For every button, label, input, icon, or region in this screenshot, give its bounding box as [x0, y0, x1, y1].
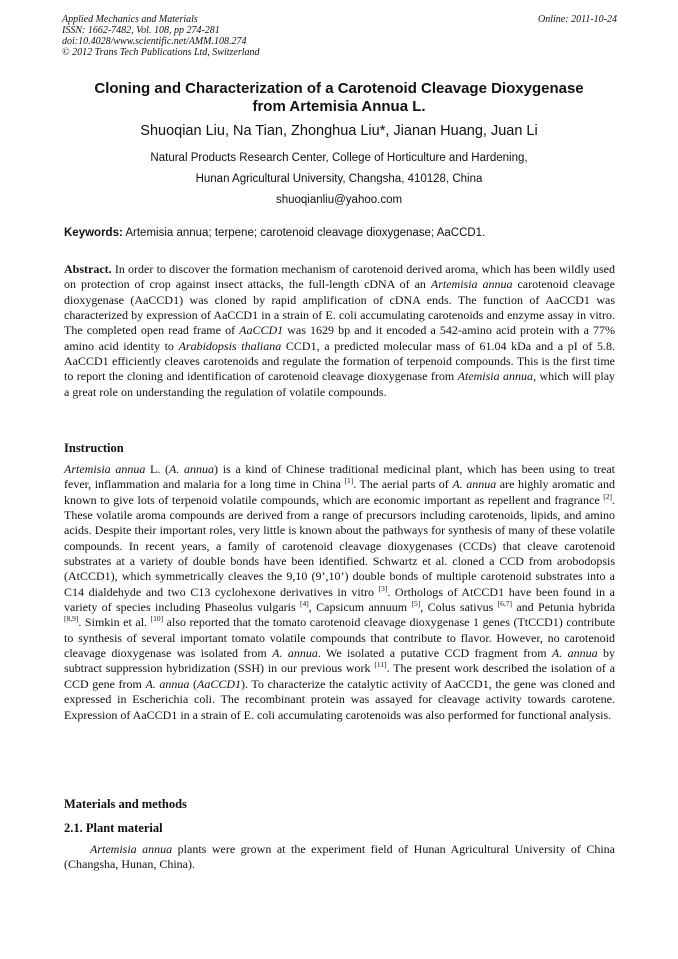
citation-ref: [11]: [374, 660, 387, 670]
journal-name: Applied Mechanics and Materials: [62, 14, 198, 25]
online-date: Online: 2011-10-24: [538, 14, 617, 25]
abstract-text: carotenoid cleavage dioxygenase (AaCCD1) was cloned by rapid amplification of cDNA ends. The function of AaCCD1 was characterized by expression of AaCCD1 in a strain of E. coli accumulating carotenoids and enzyme assay in vitro. The completed open read frame of: [64, 277, 615, 338]
instruction-paragraph: [64, 462, 615, 723]
intro-italic: AaCCD1: [197, 676, 242, 691]
intro-italic: A. annua: [452, 477, 497, 492]
citation-ref: [8,9]: [64, 614, 79, 624]
abstract-italic: Artemisia annua: [430, 277, 513, 292]
methods-text: plants were grown at the experiment field of Hunan Agricultural University of China (Changsha, Hunan, China).: [64, 842, 615, 872]
intro-text: . The present work described the isolation of a CCD gene from: [64, 661, 615, 691]
section-heading-methods: Materials and methods: [64, 797, 187, 811]
keywords-text: Artemisia annua; terpene; carotenoid cleavage dioxygenase; AaCCD1.: [122, 227, 486, 239]
abstract-paragraph: [64, 262, 615, 400]
abstract-text: CCD1, a predicted molecular mass of 61.04 kDa and a pI of 5.8. AaCCD1 efficiently cleaves carotenoids and regulate the formation of terpenoid compounds. This is the first time to report the cloning and identification of carotenoid cleavage dioxygenase from: [64, 338, 615, 384]
intro-text: ). To characterize the catalytic activity of AaCCD1, the gene was cloned and expressed in Escherichia coli. The recombinant protein was assayed for cleavage activity towards carotene. Expression of AaCCD1 in a strain of E. coli accumulating carotenoids was also performed for functional analysis.: [64, 676, 615, 722]
abstract-text: In order to discover the formation mechanism of carotenoid derived aroma, which has been wildly used on protection of crop against insect attacks, the full-length cDNA of an: [64, 262, 615, 292]
intro-text: . Simkin et al.: [78, 615, 151, 630]
intro-text: . Orthologs of AtCCD1 have been found in a variety of species including Phaseolus vulgaris: [64, 584, 616, 615]
abstract-italic: Atemisia annua: [457, 369, 534, 384]
title-line-1: Cloning and Characterization of a Carotenoid Cleavage Dioxygenase: [94, 80, 584, 97]
intro-text: , Capsicum annuum: [308, 600, 412, 615]
keywords-label: Keywords:: [64, 227, 123, 239]
citation-ref: [10]: [150, 614, 164, 624]
abstract-italic: Arabidopsis thaliana: [178, 338, 282, 353]
keywords: [64, 226, 620, 240]
intro-text: , Colus sativus: [420, 600, 498, 615]
doi-line: doi:10.4028/www.scientific.net/AMM.108.274: [62, 36, 247, 47]
citation-ref: [3]: [378, 583, 388, 593]
citation-ref: [1]: [344, 476, 354, 486]
abstract-label: Abstract.: [64, 262, 112, 276]
intro-italic: A. annua: [169, 462, 215, 476]
intro-text: ) is a kind of Chinese traditional medicinal plant, which has been using to treat fever, inflammation and malaria for a long time in China: [64, 462, 615, 492]
copyright-line: © 2012 Trans Tech Publications Ltd, Switzerland: [62, 47, 260, 58]
intro-text: . We isolated a putative CCD fragment from: [317, 646, 552, 661]
intro-text: (: [189, 676, 197, 691]
issn-line: ISSN: 1662-7482, Vol. 108, pp 274-281: [62, 25, 220, 36]
citation-ref: [4]: [300, 599, 309, 609]
citation-ref: [5]: [411, 599, 421, 609]
abstract-text: , which will play a great role on understanding the regulation of volatile compounds.: [64, 369, 616, 399]
affiliation-line-2: Hunan Agricultural University, Changsha, 410128, China: [195, 173, 483, 185]
author-email: shuoqianliu@yahoo.com: [275, 194, 403, 206]
intro-text: . The aerial parts of: [353, 477, 453, 492]
subsection-heading-plant-material: 2.1. Plant material: [64, 821, 163, 835]
plant-material-paragraph: [64, 842, 615, 873]
intro-text: L. (: [145, 462, 170, 476]
citation-ref: [6,7]: [497, 599, 512, 609]
journal-header: [62, 14, 617, 58]
intro-text: and Petunia hybrida: [512, 600, 616, 615]
intro-text: also reported that the tomato carotenoid cleavage dioxygenase 1 genes (TtCCD1) contribute to synthesis of several important tomato volatile compounds that contribute to flavor. However, no carotenoid cleavage dioxygenase was isolated from: [64, 615, 615, 661]
abstract-text: was 1629 bp and it encoded a 542-amino acid protein with a 77% amino acid identity to: [64, 323, 615, 353]
paper-title: [40, 80, 638, 116]
citation-ref: [2]: [603, 491, 612, 501]
abstract-italic: AaCCD1: [239, 323, 284, 338]
affiliation-line-1: Natural Products Research Center, College of Horticulture and Hardening,: [150, 152, 528, 164]
title-line-2: from Artemisia Annua L.: [252, 98, 426, 115]
intro-italic: A. annua: [272, 646, 318, 661]
intro-text: . These volatile aroma compounds are derived from a range of precursors including carotenoids, lipids, and amino acids. Despite their important roles, very little is known about the pathways for synthesis of many of these volatile compounds. In recent years, a family of carotenoid cleavage dioxygenases (CCDs) that cleave carotenoid substrates at a variety of double bonds have been identified. Schwartz et al. cloned a CCD from arobodopsis (AtCCD1), which symmetrically cleaves the 9,10 (9’,10’) double bonds of multiple carotenoid substrates into a C14 dialdehyde and two C13 cyclohexone derivatives in vitro: [64, 492, 615, 599]
intro-italic: A. annua: [551, 646, 598, 661]
intro-italic: A. annua: [145, 676, 190, 691]
intro-text: by subtract suppression hybridization (SSH) in our previous work: [64, 646, 615, 676]
author-list: Shuoqian Liu, Na Tian, Zhonghua Liu*, Jianan Huang, Juan Li: [140, 123, 538, 139]
intro-text: are highly aromatic and known to give lots of terpenoid volatile compounds, which are economic important as repellent and fragrance: [64, 477, 615, 507]
section-heading-instruction: Instruction: [64, 441, 124, 455]
methods-italic: Artemisia annua: [90, 842, 173, 856]
intro-italic: Artemisia annua: [64, 462, 146, 476]
